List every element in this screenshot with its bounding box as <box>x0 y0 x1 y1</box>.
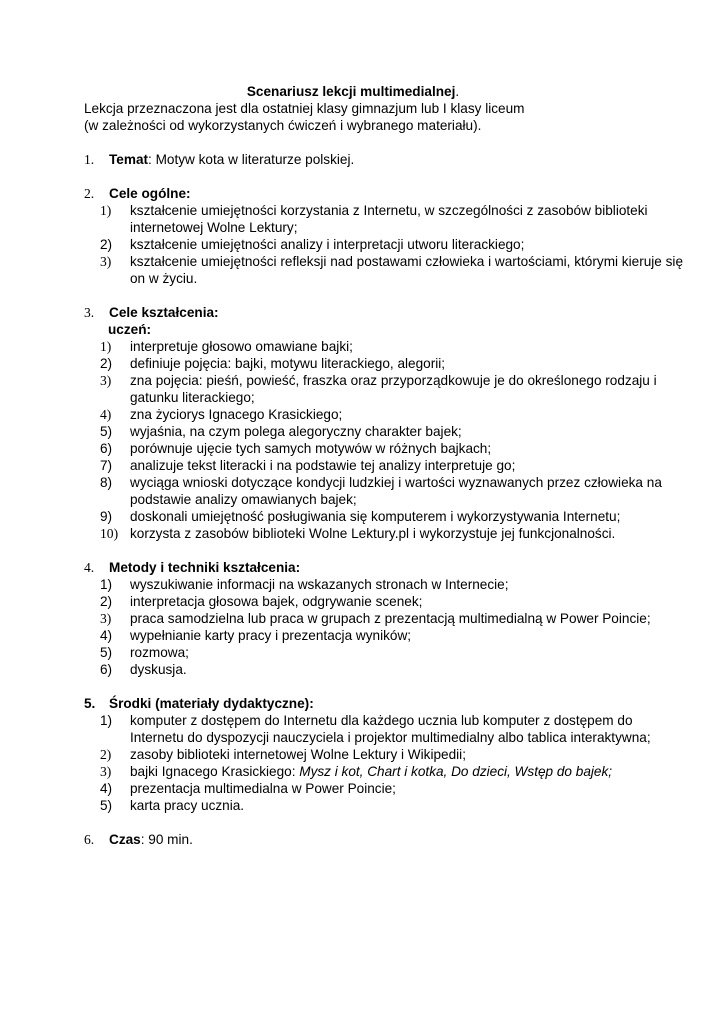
item-number: 5) <box>100 798 113 813</box>
methods-list <box>84 576 684 678</box>
item-text: porównuje ujęcie tych samych motywów w różnych bajkach; <box>130 441 492 456</box>
list-item <box>84 763 684 780</box>
item-number: 7) <box>100 458 113 473</box>
list-item <box>84 457 684 474</box>
item-number: 2) <box>100 594 113 609</box>
section-label: Cele ogólne: <box>109 186 191 201</box>
item-number: 3) <box>100 373 112 388</box>
item-text: praca samodzielna lub praca w grupach z prezentacją multimedialną w Power Poincie; <box>130 611 651 626</box>
item-number: 3) <box>100 254 112 269</box>
list-item <box>84 746 684 763</box>
item-text: komputer z dostępem do Internetu dla każdego ucznia lub komputer z dostępem do Internetu do dyspozycji nauczyciela i projektor multimedialny albo tablica interaktywna; <box>130 713 651 745</box>
section-number: 4. <box>84 560 95 575</box>
item-text: kształcenie umiejętności refleksji nad postawami człowieka i wartościami, którymi kieruje się on w życiu. <box>130 254 684 286</box>
item-text: interpretacja głosowa bajek, odgrywanie scenek; <box>130 594 423 609</box>
item-text-italic: Mysz i kot, Chart i kotka, Do dzieci, Wstęp do bajek; <box>299 764 613 779</box>
section-number: 1. <box>84 152 95 167</box>
item-text: dyskusja. <box>130 662 187 677</box>
item-text: karta pracy ucznia. <box>130 798 245 813</box>
list-item <box>84 661 684 678</box>
item-number: 8) <box>100 475 113 490</box>
title-text: Scenariusz lekcji multimedialnej <box>246 84 456 99</box>
item-text: interpretuje głosowo omawiane bajki; <box>130 339 353 354</box>
item-number: 1) <box>100 577 113 592</box>
section-heading <box>84 695 684 712</box>
section-time <box>84 831 684 848</box>
list-item <box>84 253 684 287</box>
general-goals-list <box>84 202 684 287</box>
section-heading <box>84 831 684 848</box>
list-item <box>84 202 684 236</box>
intro-line: (w zależności od wykorzystanych ćwiczeń i wybranego materiału). <box>84 118 482 133</box>
item-number: 5) <box>100 424 113 439</box>
item-text: wyciąga wnioski dotyczące kondycji ludzkiej i wartości wyznawanych przez człowieka na podstawie analizy omawianych bajek; <box>130 475 662 507</box>
item-text: wypełnianie karty pracy i prezentacja wyników; <box>130 628 412 643</box>
item-text: wyjaśnia, na czym polega alegoryczny charakter bajek; <box>130 424 462 439</box>
section-number: 3. <box>84 305 95 320</box>
item-number: 2) <box>100 356 113 371</box>
educational-goals-list <box>84 338 684 542</box>
item-text: doskonali umiejętność posługiwania się komputerem i wykorzystywania Internetu; <box>130 509 621 524</box>
section-text: : Motyw kota w literaturze polskiej. <box>148 152 355 167</box>
section-subheading: uczeń: <box>108 322 152 337</box>
item-text: zasoby biblioteki internetowej Wolne Lektury i Wikipedii; <box>130 747 466 762</box>
list-item <box>84 372 684 406</box>
list-item <box>84 406 684 423</box>
item-number: 6) <box>100 662 113 677</box>
item-number: 9) <box>100 509 113 524</box>
item-text: definiuje pojęcia: bajki, motywu literackiego, alegorii; <box>130 356 446 371</box>
list-item <box>84 593 684 610</box>
list-item <box>84 525 684 542</box>
list-item <box>84 797 684 814</box>
document-page <box>84 83 684 848</box>
item-text: wyszukiwanie informacji na wskazanych stronach w Internecie; <box>130 577 509 592</box>
item-number: 3) <box>100 764 112 779</box>
section-label: Czas <box>109 832 141 847</box>
item-number: 2) <box>100 237 113 252</box>
section-heading <box>84 304 684 321</box>
list-item <box>84 610 684 627</box>
section-heading <box>84 559 684 576</box>
list-item <box>84 780 684 797</box>
section-general-goals <box>84 185 684 287</box>
section-number: 6. <box>84 832 95 847</box>
item-number: 1) <box>100 713 113 728</box>
section-heading <box>84 185 684 202</box>
intro-paragraph <box>84 100 684 134</box>
list-item <box>84 644 684 661</box>
item-text: kształcenie umiejętności analizy i interpretacji utworu literackiego; <box>130 237 525 252</box>
list-item <box>84 712 684 746</box>
item-number: 4) <box>100 781 113 796</box>
item-number: 4) <box>100 407 112 422</box>
section-number: 2. <box>84 186 95 201</box>
list-item <box>84 440 684 457</box>
section-heading <box>84 151 684 168</box>
item-text: zna pojęcia: pieśń, powieść, fraszka oraz przyporządkowuje je do określonego rodzaju i gatunku literackiego; <box>130 373 657 405</box>
list-item <box>84 576 684 593</box>
list-item <box>84 508 684 525</box>
list-item <box>84 338 684 355</box>
section-methods <box>84 559 684 678</box>
item-text: kształcenie umiejętności korzystania z Internetu, w szczególności z zasobów biblioteki internetowej Wolne Lektury; <box>130 203 648 235</box>
item-text: rozmowa; <box>130 645 189 660</box>
item-number: 3) <box>100 611 112 626</box>
item-text: analizuje tekst literacki i na podstawie tej analizy interpretuje go; <box>130 458 516 473</box>
section-label: Temat <box>109 152 149 167</box>
section-label: Środki (materiały dydaktyczne): <box>109 696 314 711</box>
section-label: Cele kształcenia: <box>109 305 219 320</box>
item-number: 6) <box>100 441 113 456</box>
list-item <box>84 627 684 644</box>
section-number: 5. <box>84 696 96 711</box>
item-text: zna życiorys Ignacego Krasickiego; <box>130 407 343 422</box>
item-text: prezentacja multimedialna w Power Poincie; <box>130 781 396 796</box>
item-number: 5) <box>100 645 113 660</box>
item-text: bajki Ignacego Krasickiego: <box>130 764 300 779</box>
intro-line: Lekcja przeznaczona jest dla ostatniej klasy gimnazjum lub I klasy liceum <box>84 101 525 116</box>
document-title <box>84 83 598 100</box>
item-number: 4) <box>100 628 113 643</box>
list-item <box>84 474 684 508</box>
item-number: 1) <box>100 203 112 218</box>
section-materials <box>84 695 684 814</box>
materials-list <box>84 712 684 814</box>
section-educational-goals <box>84 304 684 542</box>
item-number: 2) <box>100 747 112 762</box>
section-text: : 90 min. <box>140 832 193 847</box>
list-item <box>84 236 684 253</box>
title-dot: . <box>455 84 460 99</box>
section-label: Metody i techniki kształcenia: <box>109 560 301 575</box>
section-topic <box>84 151 684 168</box>
item-number: 1) <box>100 339 112 354</box>
list-item <box>84 423 684 440</box>
item-text: korzysta z zasobów biblioteki Wolne Lektury.pl i wykorzystuje jej funkcjonalności. <box>130 526 616 541</box>
item-number: 10) <box>100 526 119 541</box>
list-item <box>84 355 684 372</box>
